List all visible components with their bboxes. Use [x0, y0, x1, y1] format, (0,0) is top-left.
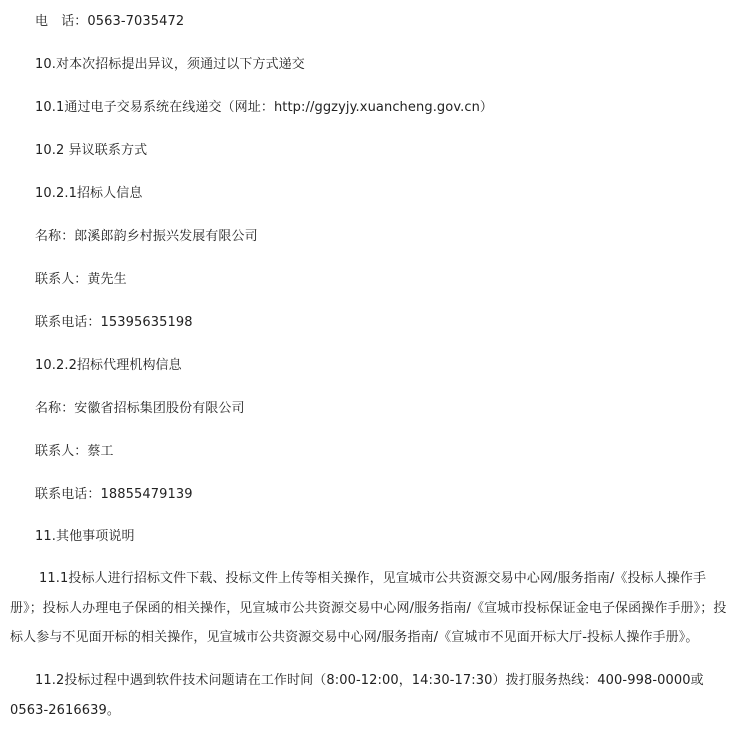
- tenderer-contact-person: 联系人：黄先生: [35, 272, 127, 287]
- agency-phone: 联系电话：18855479139: [35, 487, 193, 502]
- other-matters-title: 11.其他事项说明: [35, 529, 135, 544]
- paragraph-11-2: [10, 666, 736, 725]
- paragraph-11-2-text: 11.2投标过程中遇到软件技术问题请在工作时间（8:00-12:00，14:30-17:30）拨打服务热线：400-998-0000或0563-2616639。: [10, 673, 704, 718]
- tenderer-info-title: 10.2.1招标人信息: [35, 186, 143, 201]
- agency-name: 名称：安徽省招标集团股份有限公司: [35, 401, 245, 416]
- objection-title: 10.对本次招标提出异议，须通过以下方式递交: [35, 57, 305, 72]
- paragraph-11-1-text: 11.1投标人进行招标文件下载、投标文件上传等相关操作，见宣城市公共资源交易中心网/服务指南/《投标人操作手册》；投标人办理电子保函的相关操作，见宣城市公共资源交易中心网/服务指南/《宣城市投标保证金电子保函操作手册》；投标人参与不见面开标的相关操作，见宣城市公共资源交易中心网/服务指南/《宣城市不见面开标大厅-投标人操作手册》。: [10, 571, 727, 645]
- phone-line: 电 话：0563-7035472: [35, 14, 185, 29]
- paragraph-11-1: [10, 564, 736, 653]
- agency-contact-person: 联系人：蔡工: [35, 444, 114, 459]
- tenderer-name: 名称：郎溪郎韵乡村振兴发展有限公司: [35, 229, 258, 244]
- agency-info-title: 10.2.2招标代理机构信息: [35, 358, 182, 373]
- tenderer-phone: 联系电话：15395635198: [35, 315, 193, 330]
- objection-contact-title: 10.2 异议联系方式: [35, 143, 148, 158]
- objection-online-submission: 10.1通过电子交易系统在线递交（网址：http://ggzyjy.xuancheng.gov.cn）: [35, 100, 494, 115]
